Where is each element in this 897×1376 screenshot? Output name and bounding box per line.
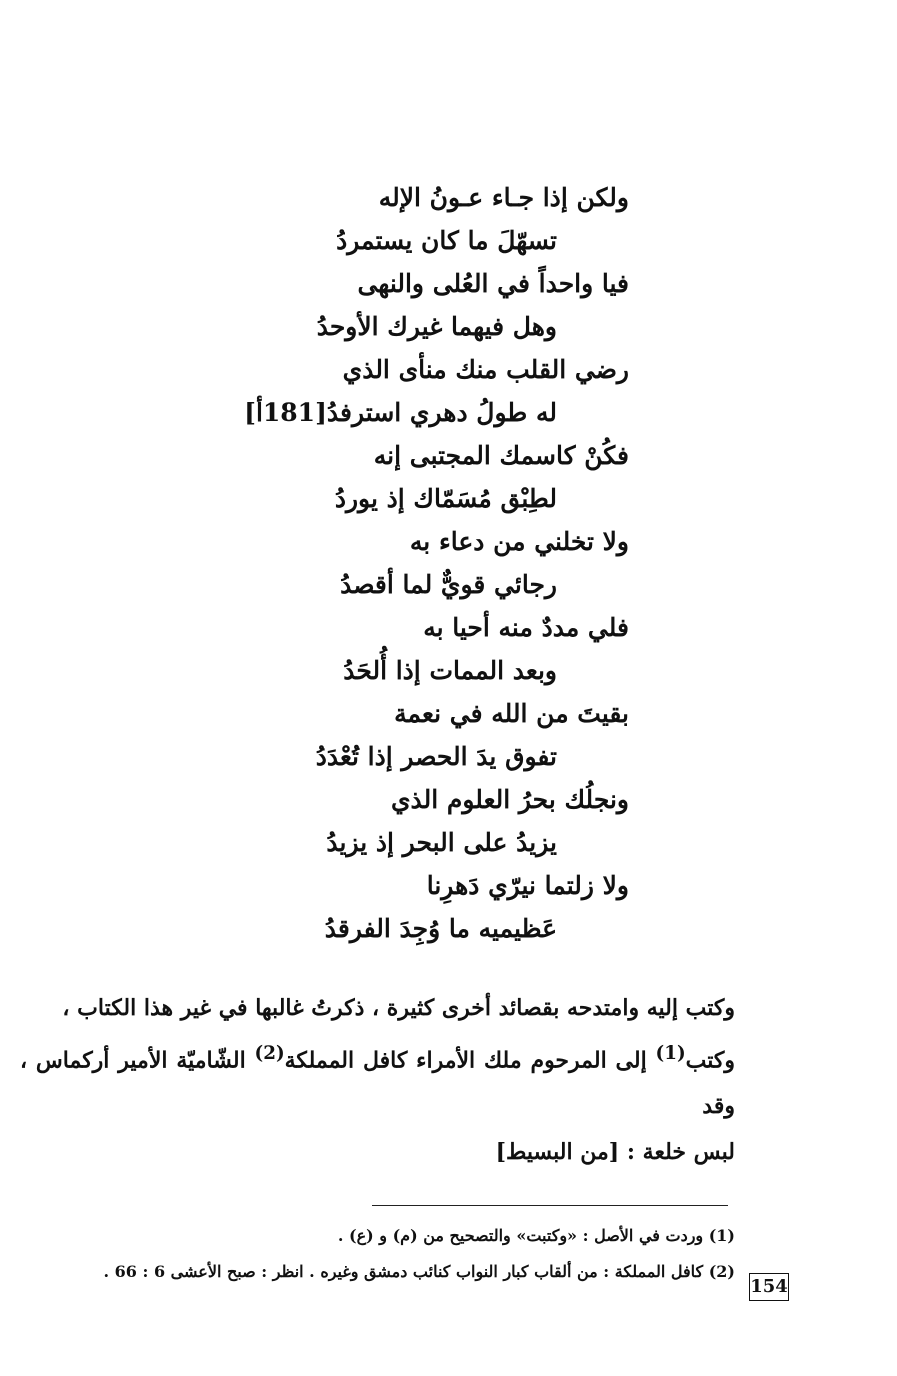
poem-line-17: ولا زلتما نيرّي دَهرِنا <box>426 871 629 900</box>
prose-line-2-part-2: إلى المرحوم ملك الأمراء كافل المملكة <box>284 1047 656 1074</box>
prose-line-2-part-3: الشّاميّة الأمير أركماس ، وقد <box>20 1047 735 1120</box>
poem-line-10: رجائي قويٌّ لما أقصدُ <box>340 570 557 599</box>
poem-line-7: فكُنْ كاسمك المجتبى إنه <box>373 441 629 470</box>
prose-line-2 <box>20 1031 735 1129</box>
poem-line-9: ولا تخلني من دعاء به <box>409 527 629 556</box>
poem-line-8: لطِبْق مُسَمّاك إذ يوردُ <box>334 484 557 513</box>
poem-line-12: وبعد الممات إذا أُلحَدُ <box>343 656 557 685</box>
prose-line-2-part-1: وكتب <box>685 1047 735 1074</box>
poem-line-5: رضي القلب منك منأى الذي <box>342 355 629 384</box>
page-number: 154 <box>749 1273 789 1301</box>
poem-line-2: تسهّلَ ما كان يستمردُ <box>336 226 557 255</box>
poem-line-11: فلي مددٌ منه أحيا به <box>423 613 629 642</box>
footnote-ref-2: (2) <box>254 1043 285 1064</box>
footnote-2: (2) كافل المملكة : من ألقاب كبار النواب كنائب دمشق وغيره . انظر : صبح الأعشى 6 : 66 . <box>103 1262 735 1281</box>
poem-line-14: تفوق يدَ الحصر إذا تُعْدَدُ <box>315 742 557 771</box>
poem-line-1: ولكن إذا جـاء عـونُ الإله <box>378 183 629 212</box>
poem-line-16: يزيدُ على البحر إذ يزيدُ <box>326 828 557 857</box>
footnote-1: (1) وردت في الأصل : «وكتبت» والتصحيح من (م) و (ع) . <box>337 1226 735 1245</box>
footnote-divider <box>372 1205 728 1206</box>
prose-line-1: وكتب إليه وامتدحه بقصائد أخرى كثيرة ، ذكرتُ غالبها في غير هذا الكتاب ، <box>62 995 735 1021</box>
poem-line-18: عَظيميه ما وُجِدَ الفرقدُ <box>324 914 557 943</box>
poem-line-3: فيا واحداً في العُلى والنهى <box>357 269 629 298</box>
poem-line-4: وهل فيهما غيرك الأوحدُ <box>316 312 557 341</box>
footnote-ref-1: (1) <box>655 1043 686 1064</box>
footnotes <box>60 1218 735 1290</box>
prose-paragraph <box>20 985 735 1175</box>
poem-line-6: له طولُ دهري استرفدُ[181أ] <box>244 398 557 427</box>
poem-line-15: ونجلُك بحرُ العلوم الذي <box>390 785 629 814</box>
poem-line-13: بقيتَ من الله في نعمة <box>394 699 629 728</box>
prose-line-3: لبس خلعة : [من البسيط] <box>495 1139 735 1166</box>
